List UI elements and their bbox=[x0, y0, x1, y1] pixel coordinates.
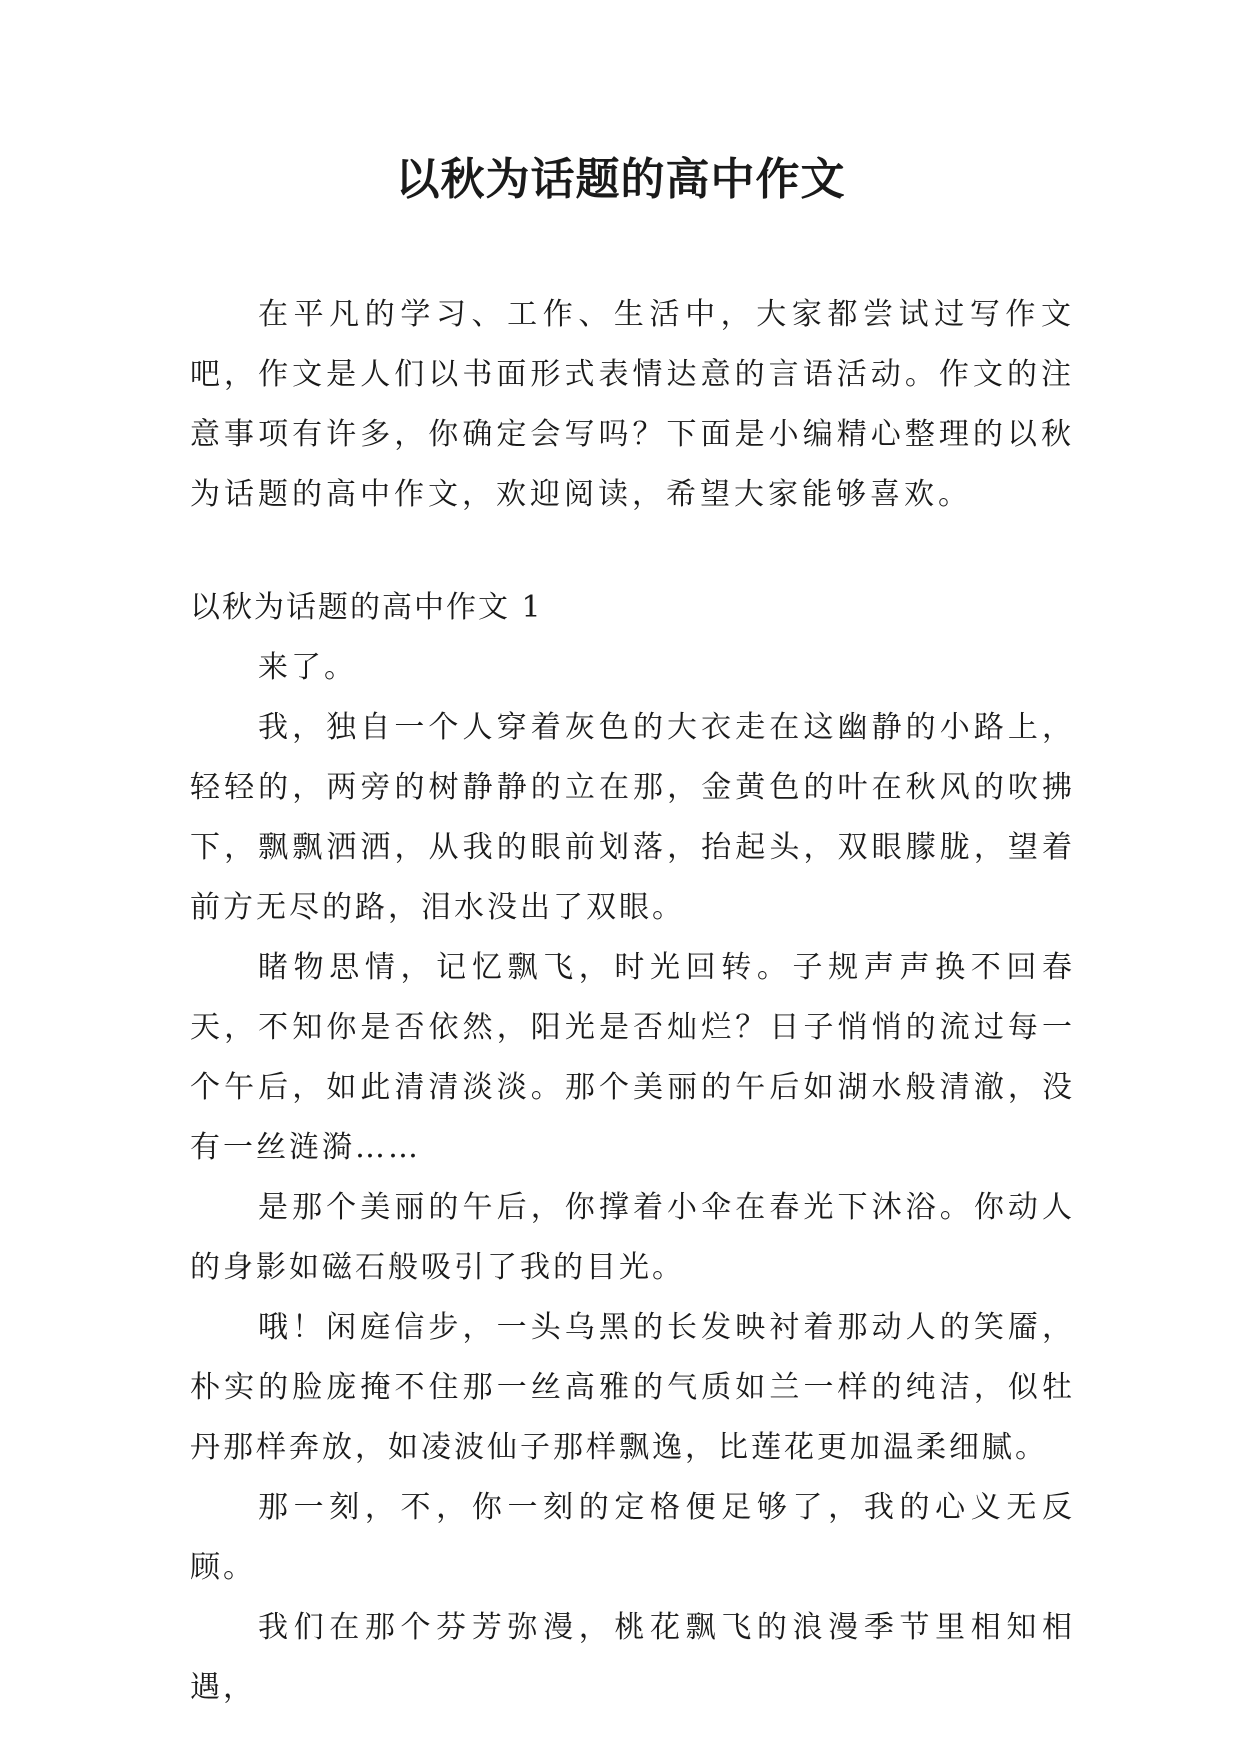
essay-paragraph: 那一刻，不，你一刻的定格便足够了，我的心义无反顾。 bbox=[190, 1490, 1075, 1585]
essay-paragraph: 来了。 bbox=[258, 650, 357, 685]
essay-paragraph: 我，独自一个人穿着灰色的大衣走在这幽静的小路上，轻轻的，两旁的树静静的立在那，金黄色的叶在秋风的吹拂下，飘飘洒洒，从我的眼前划落，抬起头，双眼朦胧，望着前方无尽的路，泪水没出了双眼。 bbox=[190, 710, 1075, 925]
document-title: 以秋为话题的高中作文 bbox=[395, 154, 846, 205]
essay-body bbox=[190, 638, 1075, 1718]
essay-paragraph: 我们在那个芬芳弥漫，桃花飘飞的浪漫季节里相知相遇， bbox=[190, 1610, 1075, 1705]
intro-paragraph: 在平凡的学习、工作、生活中，大家都尝试过写作文吧，作文是人们以书面形式表情达意的言语活动。作文的注意事项有许多，你确定会写吗？下面是小编精心整理的以秋为话题的高中作文，欢迎阅读，希望大家能够喜欢。 bbox=[190, 297, 1075, 512]
essay-paragraph: 是那个美丽的午后，你撑着小伞在春光下沐浴。你动人的身影如磁石般吸引了我的目光。 bbox=[190, 1190, 1075, 1285]
essay-paragraph: 睹物思情，记忆飘飞，时光回转。子规声声换不回春天，不知你是否依然，阳光是否灿烂？日子悄悄的流过每一个午后，如此清清淡淡。那个美丽的午后如湖水般清澈，没有一丝涟漪…… bbox=[190, 950, 1075, 1165]
essay-paragraph: 哦！闲庭信步，一头乌黑的长发映衬着那动人的笑靥，朴实的脸庞掩不住那一丝高雅的气质如兰一样的纯洁，似牡丹那样奔放，如凌波仙子那样飘逸，比莲花更加温柔细腻。 bbox=[190, 1310, 1075, 1465]
section-heading: 以秋为话题的高中作文 1 bbox=[190, 590, 543, 625]
